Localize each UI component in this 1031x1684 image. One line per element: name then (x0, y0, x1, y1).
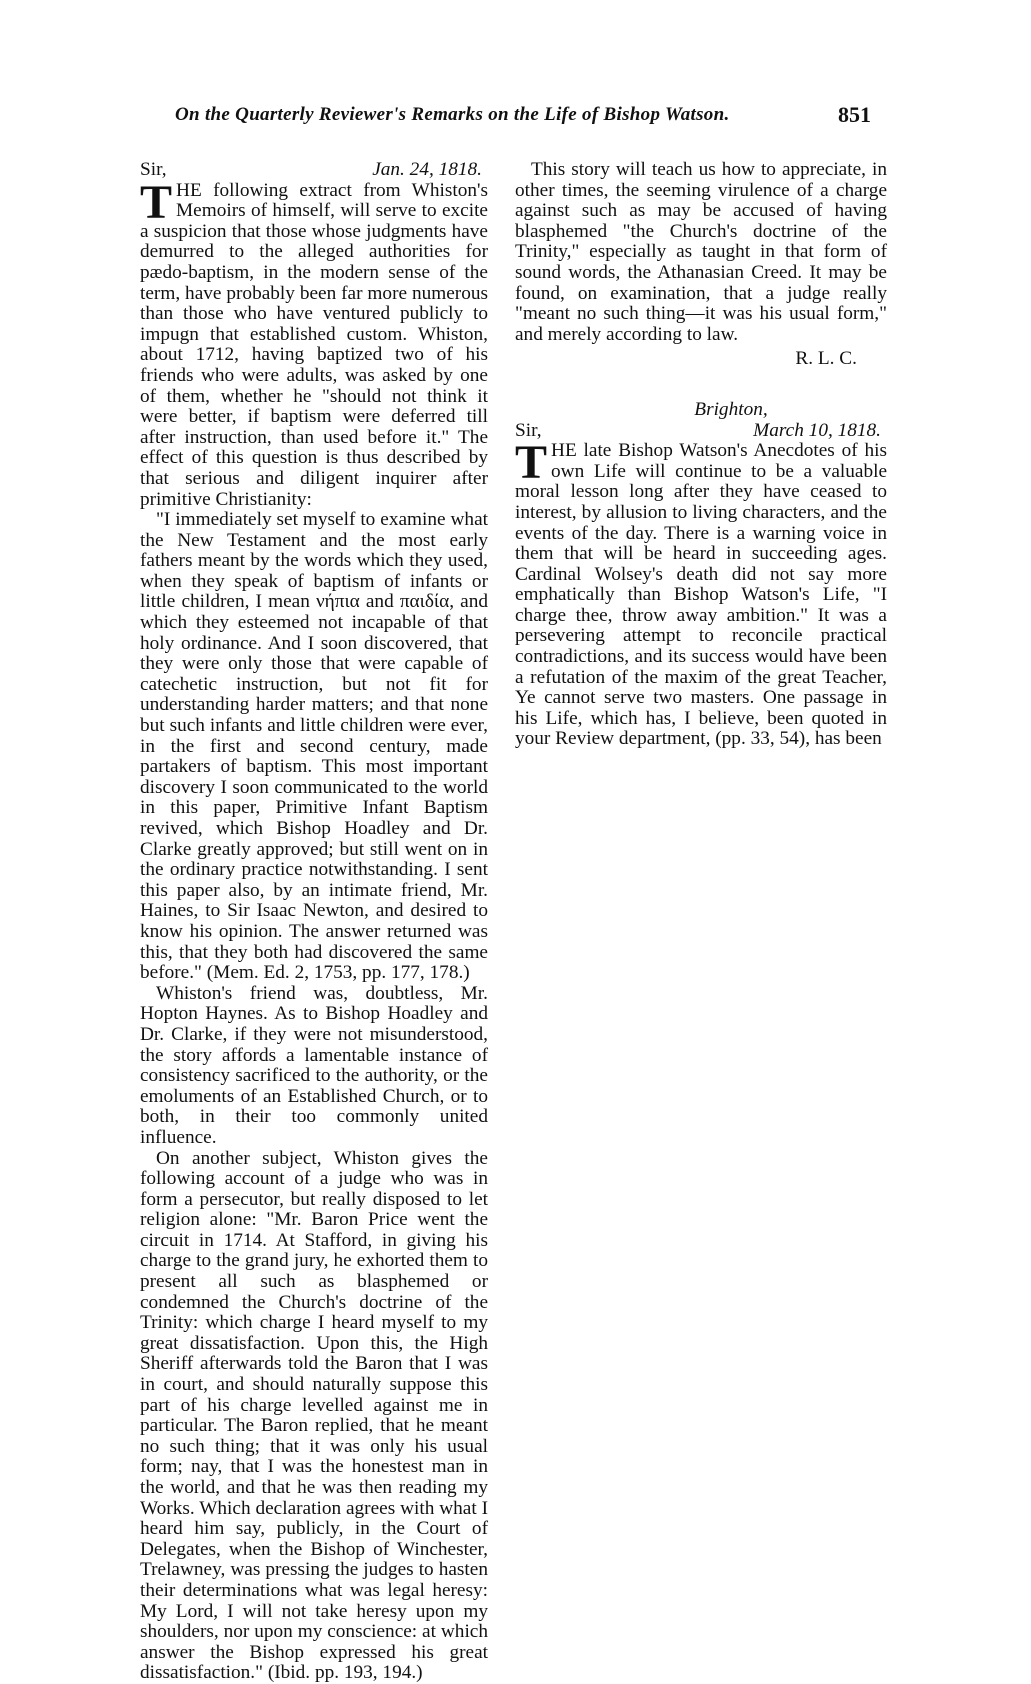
letter1-signature: R. L. C. (795, 348, 857, 370)
letter1-paragraph-1-text: HE following extract from Whiston's Memoirs of himself, will serve to excite a suspicion that those whose judgments have demurred to the alleged authorities for pædo-baptism, in the modern sense of the term, have probably been far more numerous than those who have ventured publicly to impugn that established custom. Whiston, about 1712, having baptized two of his friends who were adults, was asked by one of them, whether he "should not think it were better, if baptism were deferred till after instruction, than used before it." The effect of this question is thus described by that serious and diligent inquirer after primitive Christianity: (140, 179, 488, 510)
letter2-paragraph-1-text: HE late Bishop Watson's Anecdotes of his own Life will continue to be a valuable moral lesson long after they have ceased to interest, by allusion to living characters, and the events of the day. There is a warning voice in them that will be heard in succeeding ages. Cardinal Wolsey's death did not say more emphatically than Bishop Watson's Life, "I charge thee, throw away ambition." It was a persevering attempt to reconcile practical contradictions, and its success would have been a refutation of the maxim of the great Teacher, Ye cannot serve two masters. One passage in his Life, which has, I believe, been quoted in your Review department, (pp. 33, 54), has been (515, 440, 887, 750)
letter1-paragraph-3: Whiston's friend was, doubtless, Mr. Hopton Haynes. As to Bishop Hoadley and Dr. Clarke, if they were not misunderstood, the story affords a lamentable instance of consistency sacrificed to the authority, or the emoluments of an Established Church, or to both, in their too commonly united influence. (140, 982, 488, 1148)
letter1-paragraph-1 (140, 175, 488, 511)
letter2-dateline (515, 421, 887, 442)
letter1-paragraph-2: "I immediately set myself to examine what the New Testament and the most early fathers meant by the words which they used, when they speak of baptism of infants or little children, I mean νήπια and παιδία, and which they esteemed not incapable of that holy ordinance. And I soon discovered, that they were only those that were capable of catechetic instruction, but not fit for understanding harder matters; and that none but such infants and little children were ever, in the first and second century, made partakers of baptism. This most important discovery I soon communicated to the world in this paper, Primitive Infant Baptism revived, which Bishop Hoadley and Dr. Clarke greatly approved; but still went on in the ordinary practice notwithstanding. I sent this paper also, by an intimate friend, Mr. Haines, to Sir Isaac Newton, and desired to know his opinion. The answer returned was this, that they both had discovered the same before." (Mem. Ed. 2, 1753, pp. 177, 178.) (140, 509, 488, 984)
letter1-paragraph-4: On another subject, Whiston gives the following account of a judge who was in form a persecutor, but really disposed to let religion alone: "Mr. Baron Price went the circuit in 1714. At Stafford, in giving his charge to the grand jury, he exhorted them to present all such as blasphemed or condemned the Church's doctrine of the Trinity: which charge I heard myself to my great dissatisfaction. Upon this, the High Sheriff afterwards told the Baron that I was in court, and should naturally suppose this part of his charge levelled against me in particular. The Baron replied, that he meant no such thing; that it was only his usual form; nay, that I was the honestest man in the world, and that he was then reading my Works. Which declaration agrees with what I heard him say, publicly, in the Court of Delegates, when the Bishop of Winchester, Trelawney, was pressing the judges to hasten their determinations what was legal heresy: My Lord, I will not take heresy upon my shoulders, nor upon my conscience: at which answer the Bishop expressed his great dissatisfaction." (Ibid. pp. 193, 194.) (140, 1147, 488, 1684)
letter2-dropcap: T (515, 436, 548, 490)
letter2-date: March 10, 1818. (753, 419, 881, 441)
letter2-paragraph-1 (515, 436, 887, 750)
letter1-paragraph-5: This story will teach us how to appreciate, in other times, the seeming virulence of a charge against such as may be accused of having blasphemed "the Church's doctrine of the Trinity," especially as taught in that form of sound words, the Athanasian Creed. It may be found, on examination, that a judge really "meant no such thing—it was his usual form," and merely according to law. (515, 159, 887, 345)
running-title: On the Quarterly Reviewer's Remarks on the Life of Bishop Watson. (175, 104, 730, 125)
letter2-place: Brighton, (694, 398, 768, 420)
left-column (140, 160, 488, 1684)
letter2-salutation: Sir, (515, 419, 542, 441)
right-column (515, 160, 887, 750)
running-header (0, 100, 1031, 134)
page-number: 851 (838, 102, 871, 127)
letter1-salutation: Sir, (140, 159, 167, 180)
letter1-dateline (140, 160, 488, 181)
letter1-dropcap: T (140, 175, 173, 229)
letter1-date: Jan. 24, 1818. (372, 159, 482, 180)
